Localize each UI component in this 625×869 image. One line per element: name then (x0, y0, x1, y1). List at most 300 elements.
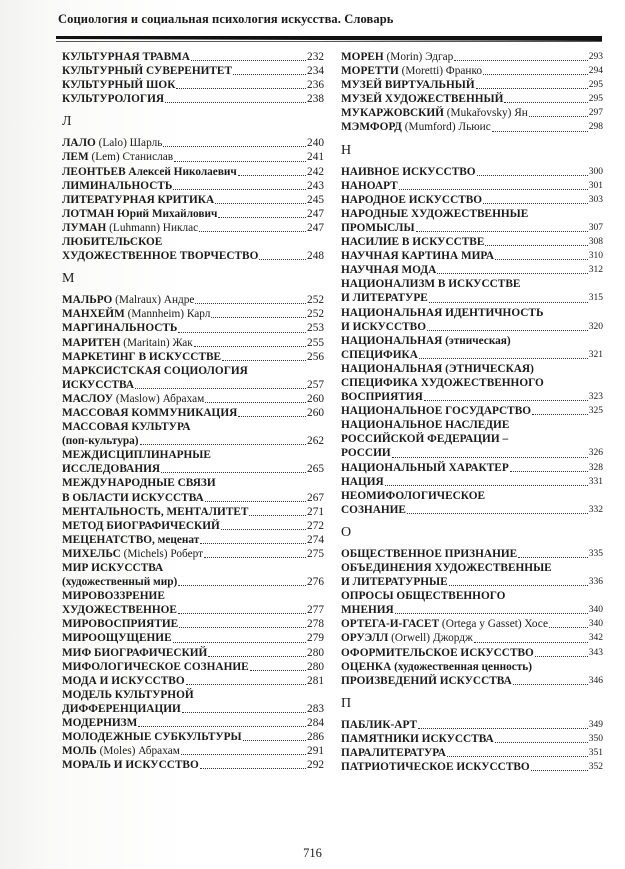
leader-dots (504, 102, 587, 103)
index-term (62, 603, 177, 617)
index-term-main: СПЕЦИФИКА (341, 348, 418, 361)
index-term-main: КУЛЬТУРОЛОГИЯ (62, 93, 165, 106)
index-term-qualifier: (Ortega y Gasset) Хосе (439, 618, 548, 631)
leader-dots (176, 88, 306, 89)
leader-dots (194, 346, 306, 347)
index-term (62, 434, 139, 448)
page-ref: 257 (307, 378, 324, 391)
index-term (341, 64, 482, 78)
index-term-line: МЕЖДУНАРОДНЫЕ СВЯЗИ (62, 477, 216, 490)
leader-dots (449, 585, 588, 586)
index-entry (62, 533, 324, 547)
index-term-line: НАЦИОНАЛЬНАЯ ИДЕНТИЧНОСТЬ (341, 306, 544, 319)
page-ref: 232 (307, 51, 324, 63)
index-term (341, 631, 473, 645)
leader-dots (549, 627, 588, 628)
section-letter: Л (62, 114, 72, 130)
index-term (62, 64, 232, 78)
index-term (62, 136, 162, 150)
page-ref: 320 (588, 321, 603, 332)
index-entry (62, 716, 324, 730)
leader-dots (205, 402, 306, 403)
index-entry (341, 674, 603, 688)
index-term (341, 503, 406, 517)
index-term-main: ПАМЯТНИКИ ИСКУССТВА (341, 732, 494, 745)
index-term-main: ХУДОЖЕСТВЕННОЕ (62, 604, 177, 617)
page-ref: 293 (588, 52, 603, 62)
index-term (341, 78, 475, 92)
index-term (62, 249, 258, 263)
index-term-main: МАРИТЕН (62, 336, 121, 349)
index-term-line: ОЦЕНКА (художественная ценность) (341, 660, 533, 673)
page-ref: 267 (307, 491, 324, 504)
index-entry (62, 505, 324, 519)
index-term-main: ЛИТЕРАТУРНАЯ КРИТИКА (62, 193, 215, 206)
page-ref: 238 (307, 93, 324, 106)
page-ref: 281 (307, 674, 324, 687)
index-term (341, 475, 384, 489)
index-entry (341, 263, 603, 277)
index-term-main: И ИСКУССТВО (341, 320, 426, 333)
index-term-qualifier: (Mukařovsky) Ян (443, 107, 528, 120)
index-term-main: МАССОВАЯ КОММУНИКАЦИЯ (62, 406, 238, 419)
index-entry (62, 519, 324, 533)
leader-dots (174, 161, 306, 162)
index-term-main: И ЛИТЕРАТУРНЫЕ (341, 576, 448, 589)
index-term-main: МУЗЕЙ ХУДОЖЕСТВЕННЫЙ (341, 93, 504, 106)
index-entry (341, 64, 603, 78)
leader-dots (495, 742, 588, 743)
page-ref: 340 (588, 605, 603, 616)
index-term-line: РОССИЙСКОЙ ФЕДЕРАЦИИ – (341, 433, 509, 446)
index-term (62, 165, 237, 179)
index-entry (341, 165, 603, 179)
index-term-qualifier: (Michels) Роберт (120, 547, 204, 560)
index-term-main: МОДА И ИСКУССТВО (62, 674, 185, 687)
index-term-main: МАСЛОУ (62, 392, 113, 405)
page-ref: 335 (588, 548, 603, 559)
leader-dots (437, 273, 587, 274)
index-entry (341, 446, 603, 460)
leader-dots (243, 740, 306, 741)
index-entry (341, 746, 603, 760)
page-ref: 279 (307, 632, 324, 645)
section-letter: П (341, 695, 352, 711)
index-term (341, 320, 426, 334)
page-ref: 240 (307, 137, 324, 150)
index-term-main: И ЛИТЕРАТУРЕ (341, 292, 428, 305)
index-term-main: МИХЕЛЬС (62, 547, 121, 560)
index-term (62, 350, 221, 364)
leader-dots (477, 175, 588, 176)
index-entry (62, 321, 324, 335)
index-term-line: ЛЮБИТЕЛЬСКОЕ (62, 236, 163, 249)
page-ref: 294 (588, 66, 603, 77)
index-term-main: ДИФФЕРЕНЦИАЦИИ (62, 702, 181, 715)
index-entry (62, 547, 324, 561)
index-entry (62, 730, 324, 744)
leader-dots (513, 684, 588, 685)
index-entry (341, 503, 603, 517)
index-term-main: ПАРАЛИТЕРАТУРА (341, 747, 446, 760)
page-ref: 336 (588, 577, 603, 588)
index-entry (341, 547, 603, 561)
page-ref: 236 (307, 79, 324, 92)
leader-dots (427, 330, 588, 331)
page-ref: 343 (588, 647, 603, 658)
index-entry (62, 660, 324, 674)
index-entry (62, 434, 324, 448)
index-column-right (341, 50, 603, 774)
index-entry (62, 307, 324, 321)
index-entry (341, 404, 603, 418)
index-term-main: МЕНТАЛЬНОСТЬ, МЕНТАЛИТЕТ (62, 505, 249, 518)
index-term-main: НАЦИЯ (341, 475, 384, 488)
index-term-main: ЛАЛО (62, 137, 96, 150)
index-term-main: КУЛЬТУРНАЯ ТРАВМА (62, 51, 190, 63)
index-term-qualifier: (Maslow) Абрахам (113, 392, 205, 405)
leader-dots (259, 259, 306, 260)
index-term (341, 617, 548, 631)
index-term-main: МИРОВОСПРИЯТИЕ (62, 618, 179, 631)
page-ref: 283 (307, 702, 324, 715)
index-term-line: ОБЪЕДИНЕНИЯ ХУДОЖЕСТВЕННЫЕ (341, 562, 552, 574)
index-term-main: НАСИЛИЕ В ИСКУССТВЕ (341, 236, 485, 249)
leader-dots (199, 231, 306, 232)
leader-dots (215, 203, 306, 204)
index-entry (341, 291, 603, 305)
index-term (62, 505, 248, 519)
index-term-main: МАЛЬРО (62, 294, 113, 307)
page-ref: 295 (588, 80, 603, 91)
leader-dots (163, 146, 306, 147)
index-term (62, 193, 214, 207)
index-entry (62, 617, 324, 631)
index-term-qualifier: (Mumford) Льюис (401, 121, 491, 134)
index-term (62, 716, 137, 730)
index-term (341, 348, 418, 362)
index-entry (62, 179, 324, 193)
index-entry (341, 617, 603, 631)
page-ref: 241 (307, 151, 324, 164)
index-entry (341, 193, 603, 207)
index-term-main: МУКАРЖОВСКИЙ (341, 107, 444, 120)
index-term (341, 263, 436, 277)
running-header: Социология и социальная психология искусства. Словарь (58, 12, 394, 26)
index-term (341, 603, 394, 617)
index-term-main: (художественный мир) (62, 576, 178, 589)
index-term-main: ПАБЛИК-АРТ (341, 718, 418, 731)
index-term-qualifier: (Moles) Абрахам (96, 745, 180, 758)
index-term-qualifier: (Malraux) Андре (112, 294, 195, 307)
leader-dots (173, 189, 306, 190)
index-term-main: МУЗЕЙ ВИРТУАЛЬНЫЙ (341, 79, 475, 92)
leader-dots (510, 471, 588, 472)
index-entry (62, 674, 324, 688)
index-entry (341, 348, 603, 362)
index-entry (341, 235, 603, 249)
leader-dots (165, 102, 306, 103)
leader-dots (407, 513, 588, 514)
index-term (341, 646, 534, 660)
index-term (341, 120, 491, 134)
page-ref: 265 (307, 463, 324, 476)
index-term-line: НАЦИОНАЛИЗМ В ИСКУССТВЕ (341, 278, 521, 291)
leader-dots (208, 656, 306, 657)
index-term-main: НАНОАРТ (341, 179, 398, 192)
index-term (62, 660, 249, 674)
leader-dots (392, 457, 588, 458)
index-term (62, 78, 175, 92)
index-term (341, 446, 391, 460)
index-term (62, 491, 204, 505)
leader-dots (485, 245, 587, 246)
leader-dots (429, 302, 588, 303)
index-entry (341, 390, 603, 404)
leader-dots (200, 768, 306, 769)
index-entry (341, 106, 603, 120)
index-term (341, 674, 512, 688)
page-ref: 300 (588, 166, 603, 177)
index-term (62, 702, 181, 716)
index-entry (341, 92, 603, 106)
index-term (62, 533, 199, 547)
leader-dots (178, 332, 306, 333)
index-term-main: ИСКУССТВА (62, 378, 135, 391)
leader-dots (178, 585, 306, 586)
leader-dots (204, 557, 306, 558)
page-ref: 245 (307, 193, 324, 206)
index-term-line: МОДЕЛЬ КУЛЬТУРНОЙ (62, 688, 194, 701)
index-entry (62, 78, 324, 92)
index-term-main: ОФОРМИТЕЛЬСКОЕ ИСКУССТВО (341, 646, 534, 659)
page-ref: 255 (307, 336, 324, 349)
index-term (62, 293, 194, 307)
index-term-main: ОРТЕГА-И-ГАСЕТ (341, 618, 440, 631)
index-term (341, 179, 398, 193)
index-entry (62, 378, 324, 392)
header-rule-thin (56, 41, 602, 42)
page-ref: 262 (307, 435, 324, 448)
index-term (62, 406, 237, 420)
index-term (341, 461, 509, 475)
leader-dots (385, 485, 588, 486)
leader-dots (531, 770, 588, 771)
leader-dots (483, 203, 588, 204)
leader-dots (138, 726, 306, 727)
index-term-qualifier: (Luhmann) Никлас (106, 221, 199, 234)
index-entry (62, 575, 324, 589)
index-entry (62, 193, 324, 207)
index-entry (341, 249, 603, 263)
page-ref: 274 (307, 533, 324, 546)
index-term-main: МАНХЕЙМ (62, 308, 125, 321)
index-term-line: МАССОВАЯ КУЛЬТУРА (62, 421, 191, 434)
index-entry (62, 336, 324, 350)
index-entry (62, 603, 324, 617)
page-ref: 271 (307, 505, 324, 518)
index-term (341, 165, 476, 179)
index-term (341, 390, 423, 404)
page-ref: 349 (588, 719, 603, 730)
index-term-main: МОРАЛЬ И ИСКУССТВО (62, 759, 199, 772)
page-ref: 346 (588, 675, 603, 686)
index-term-main: НАИВНОЕ ИСКУССТВО (341, 165, 476, 178)
leader-dots (419, 358, 588, 359)
index-term-main: ПРОИЗВЕДЕНИЙ ИСКУССТВА (341, 674, 512, 687)
index-term-main: МОРЕН (341, 51, 384, 63)
index-entry (341, 718, 603, 732)
page-ref: 286 (307, 731, 324, 744)
leader-dots (140, 444, 307, 445)
index-term-main: ЛУМАН (62, 221, 107, 234)
leader-dots (474, 642, 588, 643)
index-term-main: МЭМФОРД (341, 121, 402, 134)
index-term-qualifier: (Lalo) Шарль (95, 137, 163, 150)
leader-dots (399, 189, 588, 190)
index-term (62, 730, 242, 744)
index-term (62, 462, 160, 476)
index-entry (62, 702, 324, 716)
page-ref: 340 (588, 619, 603, 630)
index-term-line: СПЕЦИФИКА ХУДОЖЕСТВЕННОГО (341, 376, 544, 389)
index-term (341, 291, 428, 305)
index-term-line: НАЦИОНАЛЬНОЕ НАСЛЕДИЕ (341, 419, 510, 432)
index-term (62, 179, 172, 193)
page-ref: 298 (588, 122, 603, 133)
index-term (341, 746, 446, 760)
page-ref: 292 (307, 759, 324, 772)
leader-dots (454, 60, 587, 61)
index-term (62, 646, 207, 660)
index-entry (62, 744, 324, 758)
page-ref: 308 (588, 237, 603, 248)
index-term (62, 321, 177, 335)
leader-dots (532, 414, 588, 415)
page-ref: 331 (588, 476, 603, 487)
index-term (62, 207, 217, 221)
page-ref: 278 (307, 618, 324, 631)
index-term-line: НЕОМИФОЛОГИЧЕСКОЕ (341, 489, 486, 502)
page-ref: 252 (307, 294, 324, 307)
index-term-main: ВОСПРИЯТИЯ (341, 391, 423, 404)
index-term-main: МНЕНИЯ (341, 604, 394, 617)
index-term-line: НАЦИОНАЛЬНАЯ (ЭТНИЧЕСКАЯ) (341, 362, 534, 375)
page-ref: 242 (307, 165, 324, 178)
index-term-qualifier: (Mannheim) Карл (124, 308, 211, 321)
index-term-main: ИССЛЕДОВАНИЯ (62, 463, 161, 476)
index-term-line: ОПРОСЫ ОБЩЕСТВЕННОГО (341, 590, 506, 603)
page-ref: 328 (588, 462, 603, 473)
index-term (62, 519, 220, 533)
leader-dots (424, 400, 588, 401)
index-term (341, 249, 494, 263)
index-entry (341, 732, 603, 746)
index-term-main: КУЛЬТУРНЫЙ СУВЕРЕНИТЕТ (62, 65, 233, 78)
index-term (62, 50, 190, 64)
index-term-line: МИР ИСКУССТВА (62, 562, 164, 574)
index-term (62, 307, 210, 321)
page-ref: 321 (588, 349, 603, 360)
index-entry (341, 320, 603, 334)
index-entry (341, 120, 603, 134)
page-ref: 272 (307, 519, 324, 532)
leader-dots (395, 613, 588, 614)
page-ref: 310 (588, 251, 603, 262)
index-term-main: МОДЕРНИЗМ (62, 717, 138, 730)
index-entry (62, 92, 324, 106)
index-term-qualifier: (Lem) Станислав (88, 151, 174, 164)
index-entry (341, 631, 603, 645)
index-term (62, 150, 173, 164)
leader-dots (211, 317, 306, 318)
index-term-main: МОРЕТТИ (341, 65, 399, 78)
index-term (341, 106, 528, 120)
index-entry (62, 350, 324, 364)
index-entry (341, 461, 603, 475)
leader-dots (200, 543, 306, 544)
index-term-qualifier: (Morin) Эдгар (383, 51, 454, 63)
index-term (62, 392, 204, 406)
page-ref: 315 (588, 293, 603, 304)
page-ref: 280 (307, 646, 324, 659)
leader-dots (182, 712, 306, 713)
leader-dots (173, 642, 306, 643)
leader-dots (222, 360, 306, 361)
index-entry (341, 475, 603, 489)
leader-dots (529, 116, 588, 117)
index-term (341, 221, 415, 235)
index-entry (341, 221, 603, 235)
index-term (62, 617, 178, 631)
index-term-qualifier: (Maritain) Жак (120, 336, 193, 349)
index-term-main: ЛИМИНАЛЬНОСТЬ (62, 179, 173, 192)
index-term-main: РОССИИ (341, 447, 391, 460)
index-entry (62, 136, 324, 150)
index-term-line: НАЦИОНАЛЬНАЯ (этническая) (341, 334, 511, 347)
index-entry (341, 575, 603, 589)
page-ref: 301 (588, 180, 603, 191)
index-term-main: МАРГИНАЛЬНОСТЬ (62, 322, 178, 335)
leader-dots (238, 175, 306, 176)
page-ref: 260 (307, 392, 324, 405)
index-term (341, 575, 448, 589)
page-ref: 247 (307, 221, 324, 234)
page-ref: 276 (307, 576, 324, 589)
page-ref: 256 (307, 350, 324, 363)
index-term-main: В ОБЛАСТИ ИСКУССТВА (62, 491, 204, 504)
leader-dots (161, 472, 306, 473)
leader-dots (476, 88, 588, 89)
page-ref: 303 (588, 194, 603, 205)
leader-dots (418, 728, 588, 729)
index-entry (341, 760, 603, 774)
index-term (341, 404, 531, 418)
page-ref: 277 (307, 604, 324, 617)
page-number: 716 (303, 846, 322, 860)
page-ref: 326 (588, 448, 603, 459)
index-entry (62, 207, 324, 221)
index-term-main: НАЦИОНАЛЬНОЕ ГОСУДАРСТВО (341, 405, 532, 418)
index-term-line: МЕЖДИСЦИПЛИНАРНЫЕ (62, 449, 211, 462)
leader-dots (535, 656, 588, 657)
index-term (62, 758, 199, 772)
leader-dots (135, 388, 306, 389)
index-term (62, 378, 134, 392)
index-entry (62, 50, 324, 64)
page-ref: 352 (588, 762, 603, 773)
leader-dots (492, 131, 588, 132)
